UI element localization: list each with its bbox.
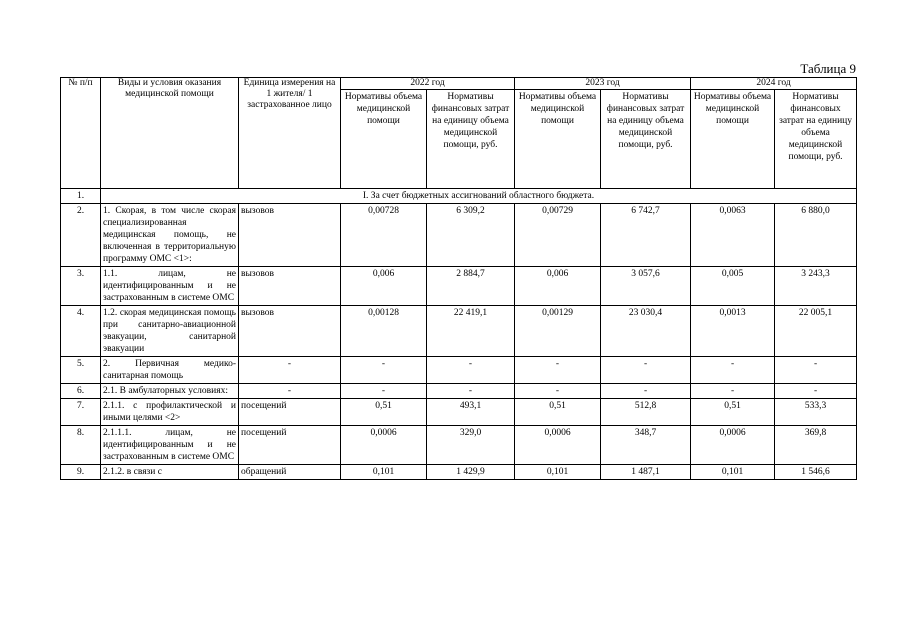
cost-2024: 533,3	[775, 399, 857, 426]
volume-2022: 0,0006	[341, 426, 427, 465]
cost-2022: 493,1	[427, 399, 515, 426]
row-num: 9.	[61, 465, 101, 480]
table-row	[61, 267, 857, 306]
header-year-2024: 2024 год	[691, 78, 857, 90]
volume-2024: 0,0006	[691, 426, 775, 465]
row-description: 1.1. лицам, не идентифицированным и не застрахованным в системе ОМС	[101, 267, 239, 306]
cost-2023: 6 742,7	[601, 204, 691, 267]
cost-2024: 3 243,3	[775, 267, 857, 306]
cost-2022: 2 884,7	[427, 267, 515, 306]
cost-2024: -	[775, 384, 857, 399]
table-row	[61, 306, 857, 357]
header-cost-2023: Нормативы финансовых затрат на единицу объема медицинской помощи, руб.	[601, 90, 691, 189]
row-description: 2.1.2. в связи с	[101, 465, 239, 480]
row-description: 1.2. скорая медицинская помощь при санитарно-авиационной эвакуации, санитарной эвакуации	[101, 306, 239, 357]
row-unit: -	[239, 384, 341, 399]
volume-2023: 0,006	[515, 267, 601, 306]
section-row	[61, 189, 857, 204]
volume-2022: 0,006	[341, 267, 427, 306]
header-volume-2023: Нормативы объема медицинской помощи	[515, 90, 601, 189]
header-cost-2022: Нормативы финансовых затрат на единицу объема медицинской помощи, руб.	[427, 90, 515, 189]
row-unit: вызовов	[239, 267, 341, 306]
section-title: I. За счет бюджетных ассигнований областного бюджета.	[101, 189, 857, 204]
volume-2023: 0,00129	[515, 306, 601, 357]
volume-2023: 0,0006	[515, 426, 601, 465]
volume-2024: -	[691, 357, 775, 384]
volume-2023: -	[515, 384, 601, 399]
row-unit: посещений	[239, 426, 341, 465]
volume-2022: 0,00128	[341, 306, 427, 357]
cost-2023: 512,8	[601, 399, 691, 426]
table-row	[61, 384, 857, 399]
table-row	[61, 426, 857, 465]
cost-2023: 23 030,4	[601, 306, 691, 357]
volume-2022: -	[341, 384, 427, 399]
cost-2022: -	[427, 384, 515, 399]
cost-2024: 22 005,1	[775, 306, 857, 357]
table-row	[61, 465, 857, 480]
volume-2023: 0,101	[515, 465, 601, 480]
table-row	[61, 204, 857, 267]
header-volume-2024: Нормативы объема медицинской помощи	[691, 90, 775, 189]
header-year-2022: 2022 год	[341, 78, 515, 90]
cost-2023: -	[601, 357, 691, 384]
row-description: 2. Первичная медико-санитарная помощь	[101, 357, 239, 384]
row-description: 1. Скорая, в том числе скорая специализированная медицинская помощь, не включенная в территориальную программу ОМС <1>:	[101, 204, 239, 267]
row-description: 2.1.1. с профилактической и иными целями <2>	[101, 399, 239, 426]
header-num: № п/п	[61, 78, 101, 189]
volume-2022: 0,51	[341, 399, 427, 426]
volume-2022: 0,00728	[341, 204, 427, 267]
volume-2024: 0,0013	[691, 306, 775, 357]
row-num: 2.	[61, 204, 101, 267]
row-unit: -	[239, 357, 341, 384]
cost-2023: 3 057,6	[601, 267, 691, 306]
header-volume-2022: Нормативы объема медицинской помощи	[341, 90, 427, 189]
cost-2022: 22 419,1	[427, 306, 515, 357]
cost-2022: -	[427, 357, 515, 384]
cost-2022: 329,0	[427, 426, 515, 465]
row-num: 5.	[61, 357, 101, 384]
header-unit: Единица измерения на 1 жителя/ 1 застрахованное лицо	[239, 78, 341, 189]
volume-2022: -	[341, 357, 427, 384]
header-cost-2024: Нормативы финансовых затрат на единицу объема медицинской помощи, руб.	[775, 90, 857, 189]
row-num: 4.	[61, 306, 101, 357]
row-description: 2.1.1.1. лицам, не идентифицированным и не застрахованным в системе ОМС	[101, 426, 239, 465]
row-description: 2.1. В амбулаторных условиях:	[101, 384, 239, 399]
norms-table	[60, 77, 857, 480]
header-types: Виды и условия оказания медицинской помощи	[101, 78, 239, 189]
header-year-2023: 2023 год	[515, 78, 691, 90]
row-num: 3.	[61, 267, 101, 306]
volume-2023: 0,51	[515, 399, 601, 426]
cost-2022: 6 309,2	[427, 204, 515, 267]
volume-2024: 0,51	[691, 399, 775, 426]
row-unit: обращений	[239, 465, 341, 480]
volume-2023: -	[515, 357, 601, 384]
volume-2024: -	[691, 384, 775, 399]
cost-2024: -	[775, 357, 857, 384]
row-num: 1.	[61, 189, 101, 204]
volume-2023: 0,00729	[515, 204, 601, 267]
cost-2023: -	[601, 384, 691, 399]
cost-2024: 6 880,0	[775, 204, 857, 267]
row-num: 8.	[61, 426, 101, 465]
cost-2023: 348,7	[601, 426, 691, 465]
volume-2024: 0,005	[691, 267, 775, 306]
volume-2024: 0,101	[691, 465, 775, 480]
row-unit: вызовов	[239, 306, 341, 357]
table-row	[61, 399, 857, 426]
cost-2024: 369,8	[775, 426, 857, 465]
volume-2024: 0,0063	[691, 204, 775, 267]
row-num: 7.	[61, 399, 101, 426]
cost-2024: 1 546,6	[775, 465, 857, 480]
row-num: 6.	[61, 384, 101, 399]
cost-2022: 1 429,9	[427, 465, 515, 480]
row-unit: посещений	[239, 399, 341, 426]
cost-2023: 1 487,1	[601, 465, 691, 480]
table-row	[61, 357, 857, 384]
volume-2022: 0,101	[341, 465, 427, 480]
row-unit: вызовов	[239, 204, 341, 267]
table-caption: Таблица 9	[800, 61, 856, 76]
